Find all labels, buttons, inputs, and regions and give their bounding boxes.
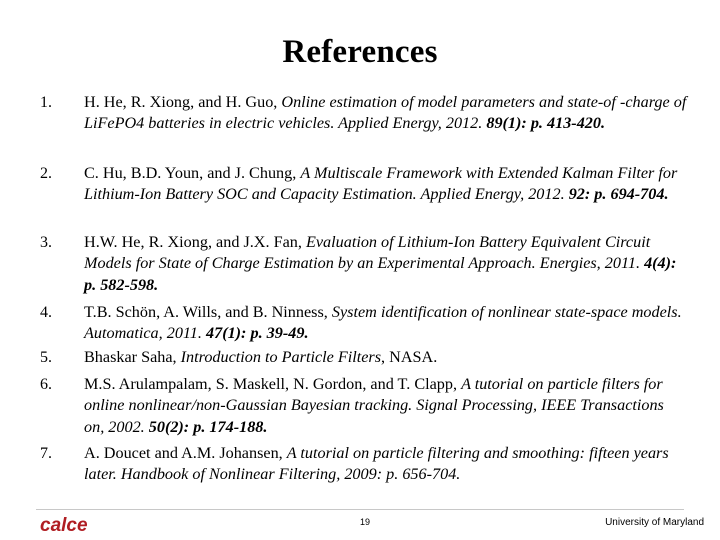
reference-number: 1.: [40, 94, 52, 111]
reference-title: A Multiscale Framework with Extended Kalman Filter for Lithium-Ion Battery SOC and Capacity Estimation. Applied Energy, 2012.: [84, 164, 678, 204]
reference-text: [84, 163, 688, 206]
reference-text: [84, 302, 688, 345]
reference-volume: 50(2): p. 174-188.: [148, 417, 268, 436]
reference-title: A tutorial on particle filtering and smoothing: fifteen years later. Handbook of Nonlinear Filtering, 2009: p. 656-704.: [84, 444, 669, 484]
reference-text: [84, 374, 688, 438]
reference-title: Introduction to Particle Filters: [180, 348, 382, 366]
reference-text: [84, 443, 688, 486]
reference-volume: 4(4): p. 582-598.: [84, 254, 677, 294]
reference-authors: A. Doucet and A.M. Johansen,: [84, 444, 287, 462]
reference-title: System identification of nonlinear state-space models. Automatica, 2011.: [84, 303, 682, 343]
page-title: References: [282, 34, 438, 70]
calce-logo: [40, 513, 92, 535]
reference-number: 7.: [40, 445, 52, 462]
footer-divider: [36, 509, 684, 510]
reference-number: 5.: [40, 349, 52, 366]
reference-text: [84, 232, 688, 296]
reference-authors: C. Hu, B.D. Youn, and J. Chung,: [84, 164, 301, 182]
reference-number: 3.: [40, 234, 52, 251]
reference-volume: 89(1): p. 413-420.: [486, 114, 606, 133]
reference-volume: 47(1): p. 39-49.: [206, 324, 309, 343]
reference-text: [84, 347, 688, 368]
reference-title: A tutorial on particle filters for online nonlinear/non-Gaussian Bayesian tracking. Signal Processing, IEEE Transactions on, 2002.: [84, 375, 664, 436]
reference-number: 2.: [40, 165, 52, 182]
reference-authors: H.W. He, R. Xiong, and J.X. Fan,: [84, 233, 306, 251]
reference-authors: T.B. Schön, A. Wills, and B. Ninness,: [84, 303, 332, 321]
reference-number: 6.: [40, 376, 52, 393]
institution-label: University of Maryland: [605, 517, 704, 528]
reference-text: [84, 92, 688, 135]
reference-volume: 92: p. 694-704.: [568, 185, 669, 204]
page-number: 19: [359, 517, 370, 527]
reference-suffix: , NASA.: [381, 348, 438, 366]
reference-authors: Bhaskar Saha,: [84, 348, 181, 366]
reference-title: Evaluation of Lithium-Ion Battery Equivalent Circuit Models for State of Charge Estimation by an Experimental Approach. Energies, 2011.: [84, 233, 651, 273]
reference-title: Online estimation of model parameters and state-of -charge of LiFePO4 batteries in electric vehicles. Applied Energy, 2012.: [84, 93, 687, 133]
reference-authors: M.S. Arulampalam, S. Maskell, N. Gordon, and T. Clapp,: [84, 375, 462, 393]
logo-text: calce: [40, 515, 88, 535]
reference-number: 4.: [40, 304, 52, 321]
reference-authors: H. He, R. Xiong, and H. Guo,: [84, 93, 282, 111]
